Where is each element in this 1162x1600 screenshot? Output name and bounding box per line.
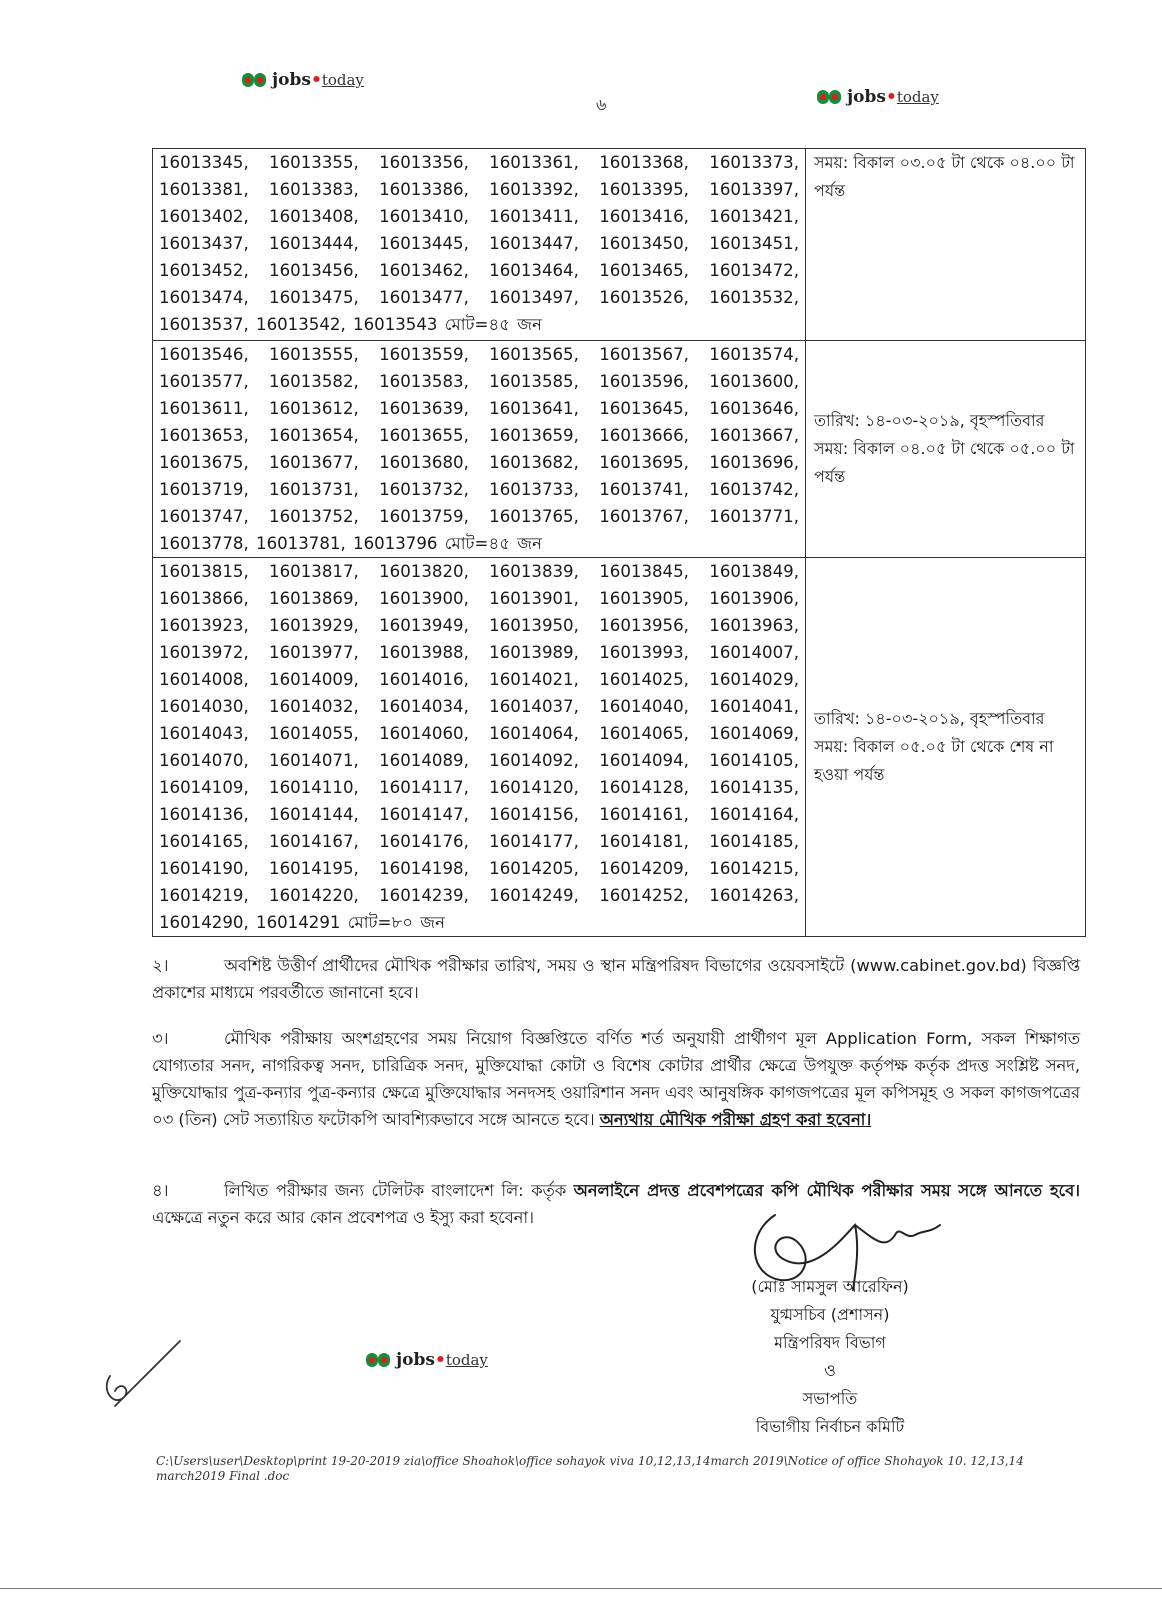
schedule-cell <box>806 558 1086 937</box>
paragraph-2 <box>152 952 1080 1006</box>
table-row <box>153 558 1086 937</box>
viva-schedule-table <box>152 148 1086 937</box>
signatory-designation: যুগ্মসচিব (প্রশাসন) <box>770 1305 890 1324</box>
schedule-cell <box>806 149 1086 341</box>
paragraph-text-2: এক্ষেত্রে নতুন করে আর কোন প্রবেশপত্র ও ইস্যু করা হবেনা। <box>152 1208 534 1227</box>
footer-file-path: C:\Users\user\Desktop\print 19-20-2019 zia\office Shoahok\office sohayok viva 10,12,13,14march 2019\Notice of office Shohayok 10. 12,13,14 march2019 Final .doc <box>156 1454 1024 1483</box>
jobs-today-logo-top-left <box>242 70 364 90</box>
paragraph-number: ২। <box>152 956 169 975</box>
roll-numbers-cell: 16013546, 16013555, 16013559, 16013565, 16013567, 16013574, 16013577, 16013582, 16013583, 16013585, 16013596, 16013600, 16013611, 16013612, 16013639, 16013641, 16013645, 16013646, 16013653, 16013654, 16013655, 16013659, 16013666, 16013667, 16013675, 16013677, 16013680, 16013682, 16013695, 16013696, 16013719, 16013731, 16013732, 16013733, 16013741, 16013742, 16013747, 16013752, 16013759, 16013765, 16013767, 16013771, 16013778, 16013781, 16013796 মোট=৪৫ জন <box>153 341 806 558</box>
table-row <box>153 149 1086 341</box>
page-bottom-edge <box>0 1588 1162 1589</box>
signatory-name: (মোঃ সামসুল আরেফিন) <box>751 1277 909 1296</box>
paragraph-text: লিখিত পরীক্ষার জন্য টেলিটক বাংলাদেশ লি: কর্তৃক <box>224 1181 567 1200</box>
signatory-committee: বিভাগীয় নির্বাচন কমিটি <box>755 1417 905 1436</box>
jobs-today-logo-top-right <box>817 87 939 107</box>
schedule-date: তারিখ: ১৪-০৩-২০১৯, বৃহস্পতিবার <box>814 709 1045 728</box>
signatory-role: সভাপতি <box>802 1389 858 1408</box>
roll-numbers-cell: 16013815, 16013817, 16013820, 16013839, 16013845, 16013849, 16013866, 16013869, 16013900, 16013901, 16013905, 16013906, 16013923, 16013929, 16013949, 16013950, 16013956, 16013963, 16013972, 16013977, 16013988, 16013989, 16013993, 16014007, 16014008, 16014009, 16014016, 16014021, 16014025, 16014029, 16014030, 16014032, 16014034, 16014037, 16014040, 16014041, 16014043, 16014055, 16014060, 16014064, 16014065, 16014069, 16014070, 16014071, 16014089, 16014092, 16014094, 16014105, 16014109, 16014110, 16014117, 16014120, 16014128, 16014135, 16014136, 16014144, 16014147, 16014156, 16014161, 16014164, 16014165, 16014167, 16014176, 16014177, 16014181, 16014185, 16014190, 16014195, 16014198, 16014205, 16014209, 16014215, 16014219, 16014220, 16014239, 16014249, 16014252, 16014263, 16014290, 16014291 মোট=৮০ জন <box>153 558 806 937</box>
paragraph-text: অবশিষ্ট উত্তীর্ণ প্রার্থীদের মৌখিক পরীক্ষার তারিখ, সময় ও স্থান মন্ত্রিপরিষদ বিভাগের ওয়েবসাইটে (www.cabinet.gov.bd) বিজ্ঞপ্তি প্রকাশের মাধ্যমে পরবর্তীতে জানানো হবে। <box>152 956 1080 1002</box>
logo-dot: • <box>434 1350 446 1370</box>
bd-logo-icon <box>817 90 841 104</box>
paragraph-3 <box>152 1025 1080 1133</box>
logo-brand: jobs <box>272 70 311 90</box>
schedule-date: তারিখ: ১৪-০৩-২০১৯, বৃহস্পতিবার <box>814 411 1045 430</box>
paragraph-bold-note: অন্যথায় মৌখিক পরীক্ষা গ্রহণ করা হবেনা। <box>599 1110 872 1129</box>
logo-brand: jobs <box>396 1350 435 1370</box>
page-number: ৬ <box>596 95 607 114</box>
schedule-time: সময়: বিকাল ০৫.০৫ টা থেকে শেষ না হওয়া পর্যন্ত <box>814 737 1054 784</box>
logo-dot: • <box>310 70 322 90</box>
paragraph-bold-note: অনলাইনে প্রদত্ত প্রবেশপত্রের কপি মৌখিক পরীক্ষার সময় সঙ্গে আনতে হবে। <box>573 1181 1080 1200</box>
paragraph-number: ৩। <box>152 1029 169 1048</box>
logo-tld: today <box>445 1351 488 1369</box>
logo-tld: today <box>321 71 364 89</box>
table-row <box>153 341 1086 558</box>
initials-mark <box>95 1336 185 1416</box>
signatory-and: ও <box>824 1361 836 1380</box>
logo-brand: jobs <box>847 87 886 107</box>
paragraph-text: মৌখিক পরীক্ষায় অংশগ্রহণের সময় নিয়োগ বিজ্ঞপ্তিতে বর্ণিত শর্ত অনুযায়ী প্রার্থীগণ মূল Application Form, সকল শিক্ষাগত যোগ্যতার সনদ, নাগরিকত্ব সনদ, চারিত্রিক সনদ, মুক্তিযোদ্ধা কোটা ও বিশেষ কোটার প্রার্থীর ক্ষেত্রে উপযুক্ত কর্তৃপক্ষ কর্তৃক প্রদত্ত সংশ্লিষ্ট সনদ, মুক্তিযোদ্ধার পুত্র-কন্যার পুত্র-কন্যার ক্ষেত্রে মুক্তিযোদ্ধার সনদসহ ওয়ারিশান সনদ এবং আনুষঙ্গিক কাগজপত্রের মূল কপিসমূহ ও সকল কাগজপত্রের ০৩ (তিন) সেট সত্যায়িত ফটোকপি আবশ্যিকভাবে সঙ্গে আনতে হবে। <box>152 1029 1080 1129</box>
signatory-office: মন্ত্রিপরিষদ বিভাগ <box>774 1333 886 1352</box>
roll-numbers-cell: 16013345, 16013355, 16013356, 16013361, 16013368, 16013373, 16013381, 16013383, 16013386, 16013392, 16013395, 16013397, 16013402, 16013408, 16013410, 16013411, 16013416, 16013421, 16013437, 16013444, 16013445, 16013447, 16013450, 16013451, 16013452, 16013456, 16013462, 16013464, 16013465, 16013472, 16013474, 16013475, 16013477, 16013497, 16013526, 16013532, 16013537, 16013542, 16013543 মোট=৪৫ জন <box>153 149 806 341</box>
schedule-time: সময়: বিকাল ০৩.০৫ টা থেকে ০৪.০০ টা পর্যন্ত <box>814 153 1075 200</box>
logo-dot: • <box>885 87 897 107</box>
signatory-block <box>700 1273 960 1441</box>
bd-logo-icon <box>366 1353 390 1367</box>
bd-logo-icon <box>242 73 266 87</box>
logo-tld: today <box>896 88 939 106</box>
paragraph-number: ৪। <box>152 1181 169 1200</box>
jobs-today-logo-bottom <box>366 1350 488 1370</box>
schedule-time: সময়: বিকাল ০৪.০৫ টা থেকে ০৫.০০ টা পর্যন্ত <box>814 439 1075 486</box>
schedule-cell <box>806 341 1086 558</box>
